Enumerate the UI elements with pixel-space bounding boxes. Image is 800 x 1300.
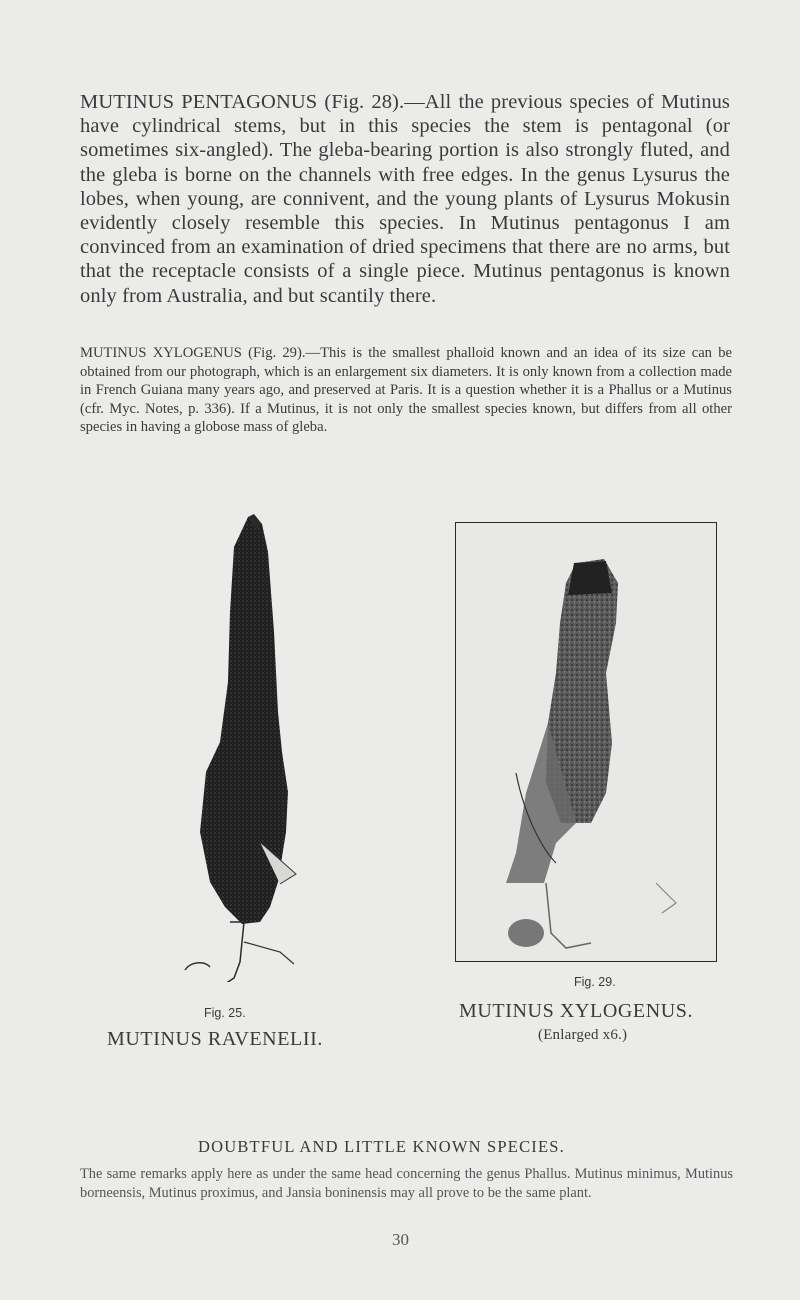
figure-25-photo [170,512,310,982]
paragraph-mutinus-pentagonus: MUTINUS PENTAGONUS (Fig. 28).—All the previous species of Mutinus have cylindrical stems, but in this species the stem is pentagonal (or sometimes six-angled). The gleba-bearing portion is also strongly fluted, and the gleba is borne on the channels with free edges. In the genus Lysurus the lobes, when young, are connivent, and the young plants of Lysurus Mokusin evidently closely resemble this species. In Mutinus pentagonus I am convinced from an examination of dried specimens that there are no arms, but that the receptacle consists of a single piece. Mutinus pentagonus is known only from Australia, and but scantily there. [80,91,730,307]
paragraph-mutinus-xylogenus: MUTINUS XYLOGENUS (Fig. 29).—This is the smallest phalloid known and an idea of its size can be obtained from our photograph, which is an enlargement six diameters. It is only known from a collection made in French Guiana many years ago, and preserved at Paris. It is a question whether it is a Phallus or a Mutinus (cfr. Myc. Notes, p. 336). If a Mutinus, it is not only the smallest species known, but differs from all other species in having a globose mass of gleba. [80,345,732,436]
figure-29-frame [455,522,717,962]
figure-29-caption: MUTINUS XYLOGENUS. [459,1000,694,1022]
paragraph-doubtful-species: The same remarks apply here as under the same head concerning the genus Phallus. Mutinus minimus, Mutinus borneensis, Mutinus proximus, and Jansia boninensis may all prove to be the same plant. [80,1166,733,1201]
figure-29-subcaption: (Enlarged x6.) [538,1027,628,1043]
figure-29-number: Fig. 29. [574,975,616,989]
figure-29-photo [456,523,715,960]
section-heading: DOUBTFUL AND LITTLE KNOWN SPECIES. [198,1137,565,1156]
figure-25-caption: MUTINUS RAVENELII. [107,1028,323,1050]
page-number: 30 [392,1230,409,1249]
figure-25-number: Fig. 25. [204,1006,246,1020]
